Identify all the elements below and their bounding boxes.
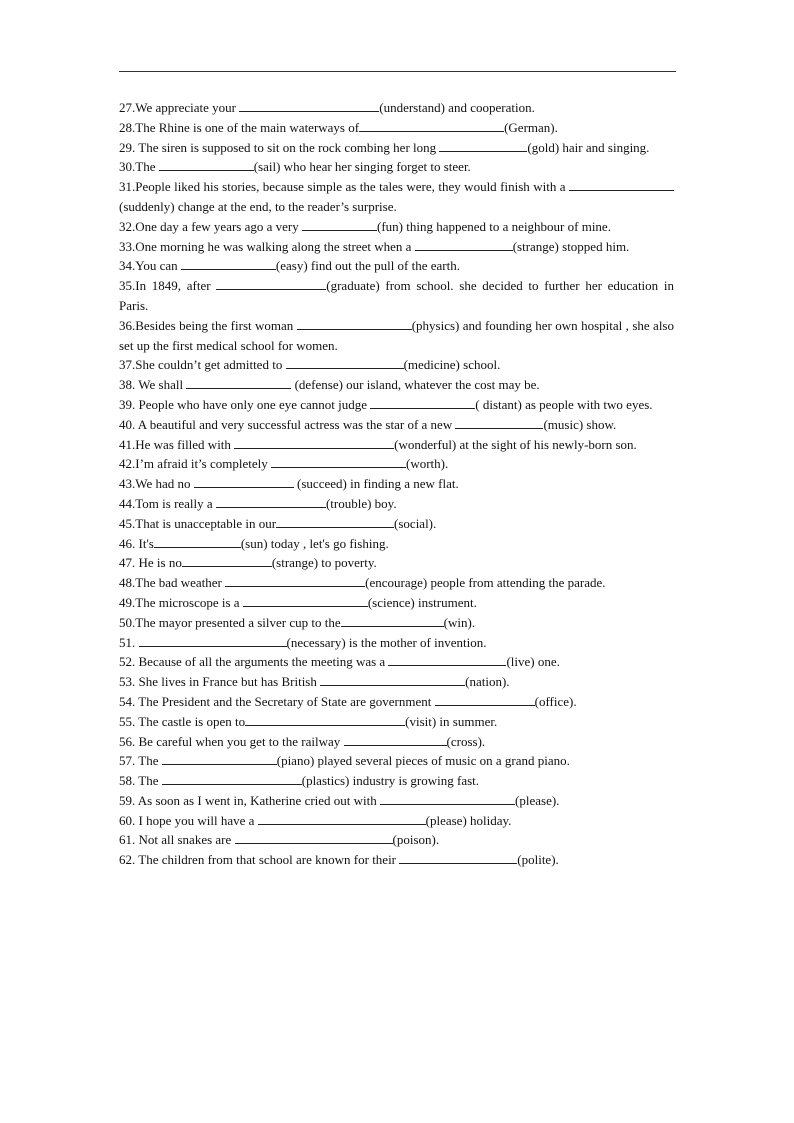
answer-blank[interactable] <box>286 356 404 369</box>
exercise-item <box>119 514 674 534</box>
exercise-item <box>119 256 674 276</box>
item-prompt-start: 41.He was filled with <box>119 436 235 452</box>
item-prompt-end: (please) holiday. <box>425 812 512 828</box>
exercise-item <box>119 732 674 752</box>
item-prompt-end: (necessary) is the mother of invention. <box>286 634 487 650</box>
item-prompt-end: (defense) our island, whatever the cost may be. <box>291 377 540 393</box>
item-prompt-end: (science) instrument. <box>367 594 477 610</box>
exercise-item <box>119 553 674 573</box>
exercise-item <box>119 157 674 177</box>
answer-blank[interactable] <box>162 772 302 785</box>
answer-blank[interactable] <box>399 851 517 864</box>
item-prompt-start: 51. <box>119 634 139 650</box>
item-prompt-end: (strange) stopped him. <box>512 238 630 254</box>
item-prompt-end: (please). <box>515 792 560 808</box>
exercise-item <box>119 454 674 474</box>
answer-blank[interactable] <box>359 119 504 132</box>
answer-blank[interactable] <box>239 99 379 112</box>
item-prompt-end: (sun) today , let's go fishing. <box>240 535 389 551</box>
exercise-item <box>119 118 674 138</box>
header-rule <box>119 71 676 72</box>
exercise-item <box>119 811 674 831</box>
exercise-item <box>119 217 674 237</box>
answer-blank[interactable] <box>569 178 674 191</box>
item-prompt-start: 37.She couldn’t get admitted to <box>119 357 286 373</box>
item-prompt-start: 35.In 1849, after <box>119 278 217 294</box>
item-prompt-start: 59. As soon as I went in, Katherine cried out with <box>119 792 381 808</box>
answer-blank[interactable] <box>276 515 394 528</box>
answer-blank[interactable] <box>344 733 447 746</box>
item-prompt-start: 45.That is unacceptable in our <box>119 515 277 531</box>
answer-blank[interactable] <box>435 693 535 706</box>
item-prompt-end: (trouble) boy. <box>325 495 397 511</box>
item-prompt-start: 43.We had no <box>119 476 194 492</box>
answer-blank[interactable] <box>162 752 277 765</box>
answer-blank[interactable] <box>245 713 405 726</box>
answer-blank[interactable] <box>455 416 543 429</box>
item-prompt-start: 33.One morning he was walking along the street when a <box>119 238 415 254</box>
answer-blank[interactable] <box>139 634 287 647</box>
answer-blank[interactable] <box>243 594 368 607</box>
answer-blank[interactable] <box>258 812 426 825</box>
item-prompt-start: 36.Besides being the first woman <box>119 317 297 333</box>
item-prompt-start: 60. I hope you will have a <box>119 812 258 828</box>
exercise-list <box>119 98 674 870</box>
item-prompt-end: (fun) thing happened to a neighbour of mine. <box>377 218 611 234</box>
item-prompt-start: 42.I’m afraid it’s completely <box>119 456 271 472</box>
answer-blank[interactable] <box>159 158 254 171</box>
answer-blank[interactable] <box>225 574 365 587</box>
item-prompt-end: (gold) hair and singing. <box>527 139 650 155</box>
item-prompt-end: (strange) to poverty. <box>271 555 377 571</box>
item-prompt-end: (nation). <box>465 674 510 690</box>
item-prompt-start: 27.We appreciate your <box>119 100 240 115</box>
exercise-item <box>119 494 674 514</box>
item-prompt-end: (medicine) school. <box>403 357 501 373</box>
item-prompt-start: 32.One day a few years ago a very <box>119 218 303 234</box>
item-prompt-end: (graduate) from school. she decided to further her education in Paris. <box>119 278 674 313</box>
item-prompt-start: 61. Not all snakes are <box>119 832 235 848</box>
item-prompt-start: 62. The children from that school are known for their <box>119 852 400 868</box>
exercise-item <box>119 593 674 613</box>
item-prompt-start: 39. People who have only one eye cannot judge <box>119 396 371 412</box>
answer-blank[interactable] <box>235 831 393 844</box>
exercise-item <box>119 474 674 494</box>
exercise-item <box>119 355 674 375</box>
exercise-item <box>119 613 674 633</box>
exercise-item <box>119 850 674 870</box>
item-prompt-end: (office). <box>534 693 577 709</box>
exercise-item <box>119 652 674 672</box>
answer-blank[interactable] <box>182 554 272 567</box>
item-prompt-start: 56. Be careful when you get to the railway <box>119 733 344 749</box>
answer-blank[interactable] <box>216 495 326 508</box>
item-prompt-end: (cross). <box>446 733 486 749</box>
item-prompt-end: (German). <box>504 119 558 135</box>
exercise-item <box>119 415 674 435</box>
item-prompt-start: 55. The castle is open to <box>119 713 246 729</box>
exercise-item <box>119 276 674 316</box>
item-prompt-start: 44.Tom is really a <box>119 495 216 511</box>
item-prompt-end: (win). <box>443 614 476 630</box>
exercise-item <box>119 573 674 593</box>
item-prompt-start: 40. A beautiful and very successful actress was the star of a new <box>119 416 456 432</box>
item-prompt-end: (plastics) industry is growing fast. <box>301 773 480 789</box>
answer-blank[interactable] <box>388 653 506 666</box>
answer-blank[interactable] <box>194 475 294 488</box>
item-prompt-end: (understand) and cooperation. <box>379 100 535 115</box>
exercise-item <box>119 830 674 850</box>
item-prompt-end: (live) one. <box>506 654 560 670</box>
item-prompt-end: (suddenly) change at the end, to the reader’s surprise. <box>119 198 397 214</box>
item-prompt-end: (polite). <box>517 852 559 868</box>
item-prompt-end: (physics) and founding her own hospital , she also set up the first medical school for women. <box>119 317 674 353</box>
answer-blank[interactable] <box>370 396 475 409</box>
answer-blank[interactable] <box>439 139 527 152</box>
item-prompt-start: 52. Because of all the arguments the meeting was a <box>119 654 389 670</box>
answer-blank[interactable] <box>216 277 326 290</box>
item-prompt-end: (succeed) in finding a new flat. <box>293 476 459 492</box>
item-prompt-start: 58. The <box>119 773 162 789</box>
item-prompt-start: 48.The bad weather <box>119 575 226 591</box>
item-prompt-start: 29. The siren is supposed to sit on the rock combing her long <box>119 139 440 155</box>
answer-blank[interactable] <box>341 614 444 627</box>
item-prompt-end: ( distant) as people with two eyes. <box>475 396 653 412</box>
item-prompt-start: 46. It's <box>119 535 154 551</box>
item-prompt-end: (worth). <box>405 456 449 472</box>
item-prompt-end: (encourage) people from attending the parade. <box>365 575 606 591</box>
item-prompt-end: (visit) in summer. <box>405 713 498 729</box>
exercise-item <box>119 316 674 356</box>
item-prompt-start: 49.The microscope is a <box>119 594 243 610</box>
item-prompt-end: (piano) played several pieces of music on a grand piano. <box>276 753 570 769</box>
exercise-item <box>119 751 674 771</box>
exercise-item <box>119 375 674 395</box>
item-prompt-end: (social). <box>394 515 437 531</box>
exercise-item <box>119 791 674 811</box>
item-prompt-start: 31.People liked his stories, because simple as the tales were, they would finish with a <box>119 179 569 195</box>
item-prompt-start: 30.The <box>119 159 159 175</box>
answer-blank[interactable] <box>380 792 515 805</box>
item-prompt-end: (wonderful) at the sight of his newly-born son. <box>394 436 637 452</box>
answer-blank[interactable] <box>271 455 406 468</box>
item-prompt-end: (sail) who hear her singing forget to steer. <box>253 159 471 175</box>
exercise-item <box>119 237 674 257</box>
item-prompt-end: (easy) find out the pull of the earth. <box>275 258 460 274</box>
answer-blank[interactable] <box>234 436 394 449</box>
exercise-item <box>119 771 674 791</box>
item-prompt-end: (poison). <box>392 832 440 848</box>
exercise-item <box>119 435 674 455</box>
item-prompt-start: 47. He is no <box>119 555 182 571</box>
exercise-item <box>119 177 674 217</box>
exercise-item <box>119 395 674 415</box>
item-prompt-end: (music) show. <box>543 416 617 432</box>
exercise-item <box>119 712 674 732</box>
answer-blank[interactable] <box>297 317 412 330</box>
answer-blank[interactable] <box>181 257 276 270</box>
exercise-item <box>119 672 674 692</box>
item-prompt-start: 38. We shall <box>119 377 187 393</box>
answer-blank[interactable] <box>320 673 465 686</box>
item-prompt-start: 28.The Rhine is one of the main waterways of <box>119 119 360 135</box>
item-prompt-start: 57. The <box>119 753 162 769</box>
item-prompt-start: 34.You can <box>119 258 181 274</box>
exercise-item <box>119 633 674 653</box>
exercise-item <box>119 98 674 118</box>
exercise-item <box>119 534 674 554</box>
exercise-item <box>119 692 674 712</box>
item-prompt-start: 54. The President and the Secretary of State are government <box>119 693 435 709</box>
exercise-item <box>119 138 674 158</box>
item-prompt-start: 50.The mayor presented a silver cup to the <box>119 614 341 630</box>
item-prompt-start: 53. She lives in France but has British <box>119 674 321 690</box>
answer-blank[interactable] <box>186 376 291 389</box>
answer-blank[interactable] <box>302 218 377 231</box>
answer-blank[interactable] <box>415 238 513 251</box>
answer-blank[interactable] <box>154 535 241 548</box>
